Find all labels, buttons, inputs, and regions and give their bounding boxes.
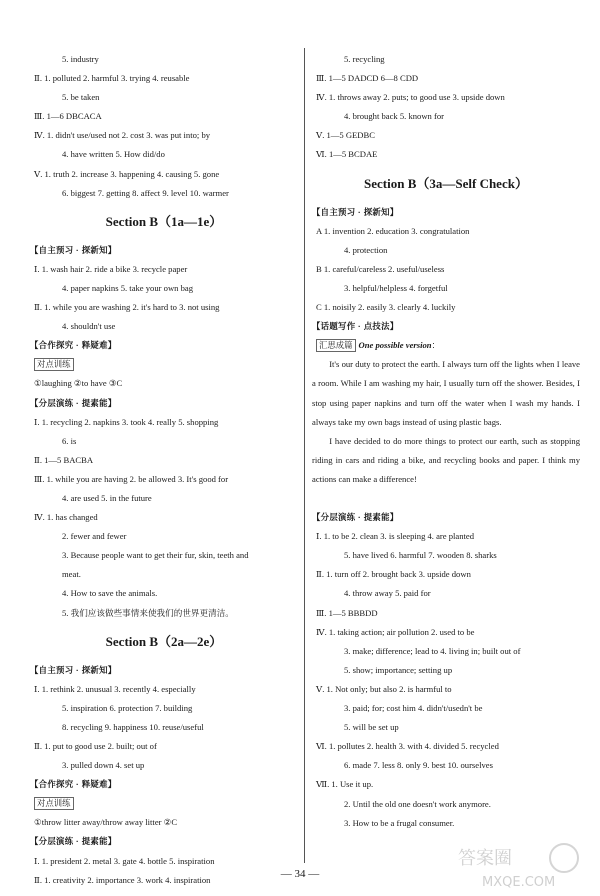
watermark-logo [452, 840, 592, 892]
subsection-heading: 【分层演练 · 提素能】 [30, 397, 117, 408]
answer-line: 5. will be set up [344, 722, 399, 733]
answer-line: Ⅵ. 1. pollutes 2. health 3. with 4. divided 5. recycled [316, 741, 499, 752]
answer-line: 6. is [62, 435, 77, 446]
answer-line: Ⅰ. 1. rethink 2. unusual 3. recently 4. especially [34, 683, 196, 694]
answer-line: Ⅰ. 1. recycling 2. napkins 3. took 4. really 5. shopping [34, 416, 219, 427]
essay-paragraph: I have decided to do more things to protect our earth, such as stopping riding in cars and riding a bike, and recycling books and paper. I think my actions can make a difference! [312, 435, 580, 484]
answer-line: Ⅶ. 1. Use it up. [316, 779, 374, 790]
answer-line: Ⅲ. 1—5 BBBDD [316, 607, 378, 618]
answer-line: ①throw litter away/throw away litter ②C [34, 817, 178, 828]
answer-line: 5. industry [62, 54, 99, 64]
answer-line: 4. shouldn't use [62, 321, 116, 332]
answer-line: 6. biggest 7. getting 8. affect 9. level 10. warmer [62, 187, 229, 198]
answer-line: Ⅱ. 1. while you are washing 2. it's hard to 3. not using [34, 302, 220, 313]
left-column [30, 50, 298, 890]
answer-line: 5. inspiration 6. protection 7. building [62, 702, 193, 713]
section-title: Section B（2a—2e） [105, 633, 223, 649]
subsection-heading: 【自主预习 · 探新知】 [30, 244, 117, 255]
sample-version-colon: ： [431, 340, 441, 351]
watermark-line1: 答案圈 [458, 848, 512, 869]
answer-line: Ⅱ. 1. creativity 2. importance 3. work 4. inspiration [34, 874, 211, 885]
writing-tag: 汇思成篇 [316, 339, 356, 352]
answer-line: Ⅳ. 1. throws away 2. puts; to good use 3. upside down [316, 92, 505, 103]
answer-line: 4. are used 5. in the future [62, 492, 152, 503]
answer-line: 3. Because people want to get their fur, skin, teeth and [62, 550, 249, 561]
answer-line: A 1. invention 2. education 3. congratulation [316, 225, 470, 236]
practice-tag-line [30, 794, 298, 813]
practice-tag: 对点训练 [34, 797, 74, 810]
answer-line: 5. be taken [62, 92, 100, 103]
answer-line: Ⅱ. 1. put to good use 2. built; out of [34, 741, 157, 751]
answer-line: Ⅴ. 1. truth 2. increase 3. happening 4. causing 5. gone [34, 168, 220, 179]
sample-version-title: One possible version [358, 340, 432, 351]
answer-line: 3. pulled down 4. set up [62, 760, 145, 771]
answer-line: 4. brought back 5. known for [344, 111, 445, 122]
answer-line: 3. make; difference; lead to 4. living in; built out of [344, 645, 521, 656]
answer-line: 5. show; importance; setting up [344, 664, 453, 675]
subsection-heading: 【自主预习 · 探新知】 [312, 206, 399, 217]
sample-version-line [312, 336, 580, 355]
answer-line: Ⅲ. 1—6 DBCACA [34, 111, 102, 122]
answer-line: C 1. noisily 2. easily 3. clearly 4. luckily [316, 302, 456, 313]
subsection-heading: 【合作探究 · 释疑难】 [30, 779, 117, 790]
answer-line: 2. Until the old one doesn't work anymore. [344, 798, 491, 809]
watermark-line2: MXQE.COM [482, 875, 556, 890]
answer-line: 5. 我们应该做些事情来使我们的世界更清洁。 [62, 607, 234, 618]
answer-line: Ⅳ. 1. didn't use/used not 2. cost 3. was put into; by [34, 130, 211, 141]
answer-line: 4. paper napkins 5. take your own bag [62, 282, 194, 293]
essay-paragraph: It's our duty to protect the earth. I always turn off the lights when I leave a room. While I am washing my hair, I usually turn off the shower. Besides, I stop using paper napkins and turn off the water when I wash my hands. I always take my own bags instead of using plastic bags. [312, 359, 580, 427]
answer-line: 5. have lived 6. harmful 7. wooden 8. sharks [344, 550, 497, 561]
answer-line: Ⅰ. 1. president 2. metal 3. gate 4. bottle 5. inspiration [34, 855, 215, 866]
subsection-heading: 【合作探究 · 释疑难】 [30, 340, 117, 351]
column-divider [304, 48, 305, 863]
answer-line: Ⅲ. 1. while you are having 2. be allowed 3. It's good for [34, 473, 229, 484]
answer-line: 3. paid; for; cost him 4. didn't/usedn't be [344, 703, 483, 714]
answer-line: 3. How to be a frugal consumer. [344, 817, 455, 828]
practice-tag: 对点训练 [34, 358, 74, 371]
answer-line: Ⅱ. 1—5 BACBA [34, 454, 94, 465]
answer-line: Ⅰ. 1. wash hair 2. ride a bike 3. recycle paper [34, 263, 188, 274]
answer-line: meat. [62, 569, 81, 580]
answer-line: Ⅱ. 1. polluted 2. harmful 3. trying 4. reusable [34, 73, 190, 84]
answer-line: Ⅵ. 1—5 BCDAE [316, 149, 378, 160]
section-title: Section B（1a—1e） [105, 213, 223, 229]
right-column [312, 50, 580, 833]
answer-line: Ⅱ. 1. turn off 2. brought back 3. upside down [316, 569, 471, 580]
subsection-heading: 【自主预习 · 探新知】 [30, 664, 117, 675]
answer-line: ①laughing ②to have ③C [34, 378, 123, 389]
answer-line: Ⅳ. 1. taking action; air pollution 2. used to be [316, 626, 475, 637]
answer-line: 3. helpful/helpless 4. forgetful [344, 282, 448, 293]
answer-line: 8. recycling 9. happiness 10. reuse/useful [62, 721, 204, 732]
answer-line: 4. protection [344, 244, 388, 255]
answer-line: Ⅳ. 1. has changed [34, 512, 98, 523]
answer-line: 6. made 7. less 8. only 9. best 10. ourselves [344, 760, 493, 771]
answer-line: Ⅴ. 1—5 GEDBC [316, 130, 375, 141]
subsection-heading: 【话题写作 · 点技法】 [312, 321, 399, 332]
answer-line: Ⅰ. 1. to be 2. clean 3. is sleeping 4. are planted [316, 531, 475, 542]
answer-line: 4. throw away 5. paid for [344, 588, 431, 599]
answer-line: 4. How to save the animals. [62, 588, 158, 599]
page-number: — 34 — [280, 868, 320, 880]
answer-line: B 1. careful/careless 2. useful/useless [316, 263, 445, 274]
answer-line: 5. recycling [344, 54, 385, 64]
answer-line: Ⅴ. 1. Not only; but also 2. is harmful to [316, 683, 452, 694]
subsection-heading: 【分层演练 · 提素能】 [312, 512, 399, 523]
subsection-heading: 【分层演练 · 提素能】 [30, 836, 117, 847]
practice-tag-line [30, 355, 298, 374]
answer-line: 2. fewer and fewer [62, 531, 127, 542]
section-title: Section B（3a—Self Check） [364, 175, 528, 191]
answer-line: Ⅲ. 1—5 DADCD 6—8 CDD [316, 73, 419, 84]
answer-line: 4. have written 5. How did/do [62, 149, 165, 160]
